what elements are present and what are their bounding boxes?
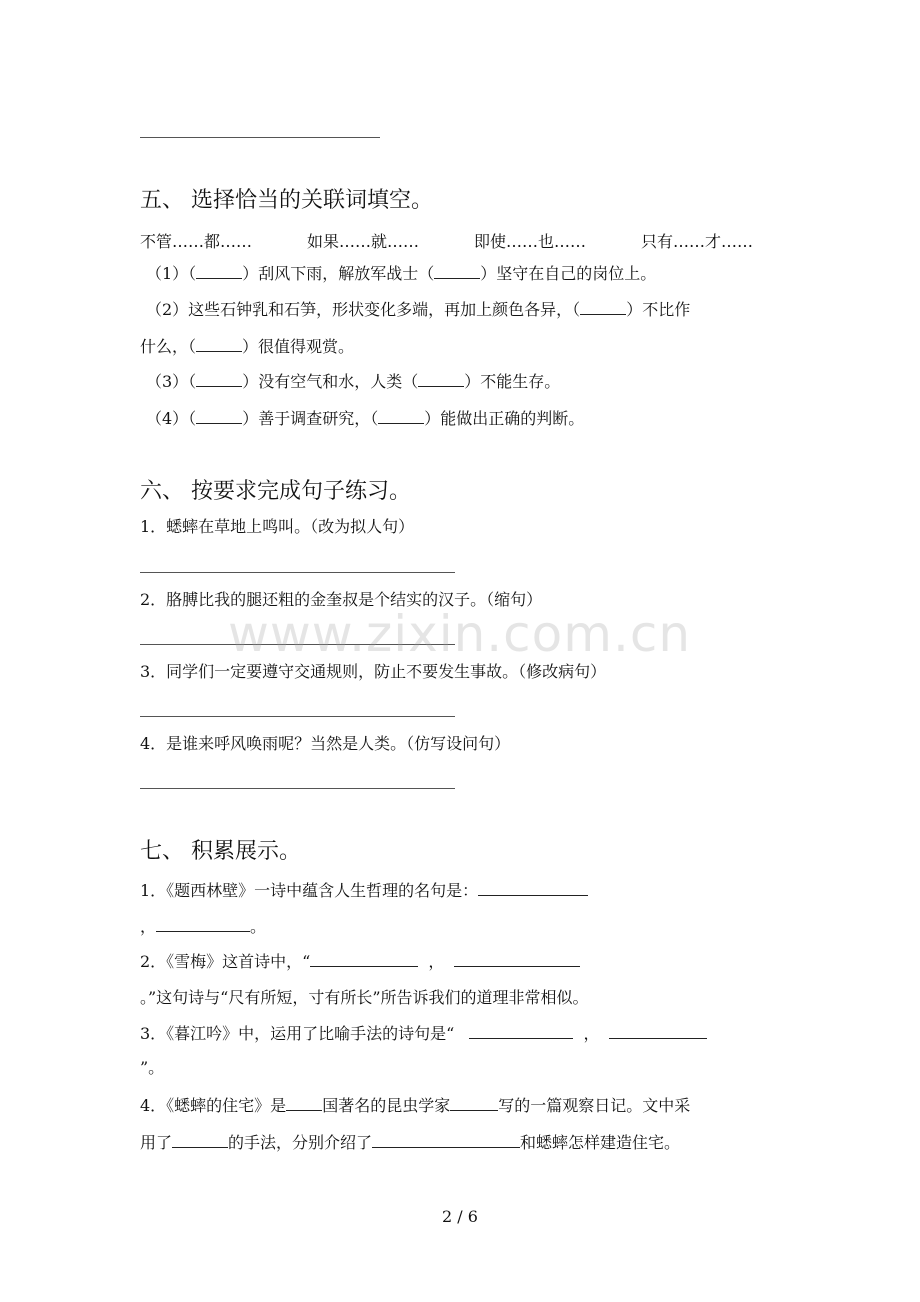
- s7-q4-text-b: 国著名的昆虫学家: [322, 1096, 451, 1115]
- s7-q4-blank-method[interactable]: [172, 1133, 228, 1148]
- connective-option-4: 只有……才……: [641, 232, 754, 251]
- s7-q1-text-b: ，: [140, 917, 157, 936]
- s7-q3-text-b: ，: [583, 1024, 600, 1043]
- s7-q3-blank-1[interactable]: [469, 1024, 573, 1039]
- s7-q1-text-a: 1．《题西林壁》一诗中蕴含人生哲理的名句是：: [140, 881, 479, 900]
- s5-q3-text-a: （3）（: [146, 372, 197, 391]
- page-number: 2 / 6: [442, 1207, 478, 1226]
- s5-q3-text-b: ）没有空气和水，人类（: [242, 372, 419, 391]
- s7-q3-text-c: ”。: [140, 1058, 165, 1077]
- s7-question-2-line-2: [140, 988, 589, 1008]
- top-answer-line: [140, 137, 380, 138]
- s6-item-3: 3．同学们一定要遵守交通规则，防止不要发生事故。（修改病句）: [140, 662, 607, 681]
- section-6-title: 六、 按要求完成句子练习。: [140, 479, 411, 504]
- s7-question-3-line-2: [140, 1058, 164, 1078]
- s7-q4-text-d: 用了: [140, 1133, 173, 1152]
- s5-q1-text-a: （1）（: [146, 264, 197, 283]
- s7-q4-blank-content[interactable]: [372, 1133, 520, 1148]
- s5-q2-text-a: （2）这些石钟乳和石笋，形状变化多端，再加上颜色各异，（: [146, 300, 581, 319]
- watermark: www.zixin.com.cn: [228, 605, 692, 663]
- s5-q4-text-b: ）善于调查研究，（: [242, 409, 379, 428]
- s5-q3-text-c: ）不能生存。: [464, 372, 561, 391]
- connective-option-3: 即使……也……: [474, 232, 587, 251]
- s7-q4-text-a: 4．《蟋蟀的住宅》是: [140, 1096, 287, 1115]
- s5-q4-blank-2[interactable]: [378, 409, 424, 424]
- s5-q1-blank-1[interactable]: [196, 264, 242, 279]
- s6-answer-line-3[interactable]: [140, 716, 455, 717]
- s7-question-4-line-1: [140, 1096, 690, 1116]
- s7-q2-text-a: 2．《雪梅》这首诗中，“: [140, 952, 311, 971]
- section-5-title: 五、 选择恰当的关联词填空。: [140, 188, 433, 213]
- s6-item-2: 2．胳膊比我的腿还粗的金奎叔是个结实的汉子。（缩句）: [140, 590, 543, 609]
- s5-q2-blank-1[interactable]: [580, 300, 626, 315]
- s6-item-1: 1．蟋蟀在草地上鸣叫。（改为拟人句）: [140, 517, 415, 536]
- s5-q2-text-c: 什么，（: [140, 337, 197, 356]
- s5-q1-text-b: ）刮风下雨，解放军战士（: [242, 264, 435, 283]
- s7-q1-text-c: 。: [250, 917, 267, 936]
- s6-answer-line-1[interactable]: [140, 572, 455, 573]
- s5-q4-text-a: （4）（: [146, 409, 197, 428]
- s7-q2-text-c: 。”这句诗与“尺有所短，寸有所长”所告诉我们的道理非常相似。: [140, 988, 589, 1007]
- s7-question-2-line-1: [140, 952, 580, 972]
- s5-question-1: [146, 264, 656, 284]
- s5-question-3: [146, 372, 560, 392]
- s7-q2-blank-1[interactable]: [310, 952, 418, 967]
- s7-q4-text-e: 的手法，分别介绍了: [228, 1133, 373, 1152]
- s5-question-2-line-1: [146, 300, 690, 320]
- s7-q2-blank-2[interactable]: [454, 952, 580, 967]
- s5-q3-blank-1[interactable]: [196, 372, 242, 387]
- s6-answer-line-4[interactable]: [140, 788, 455, 789]
- s5-question-4: [146, 409, 584, 429]
- s7-q4-blank-author[interactable]: [450, 1096, 498, 1111]
- s5-q1-text-c: ）坚守在自己的岗位上。: [480, 264, 657, 283]
- s7-q3-text-a: 3．《暮江吟》中，运用了比喻手法的诗句是“: [140, 1024, 460, 1043]
- s7-q4-blank-country[interactable]: [286, 1096, 322, 1111]
- s5-q2-text-d: ）很值得观赏。: [242, 337, 355, 356]
- connective-option-2: 如果……就……: [307, 232, 420, 251]
- s5-q1-blank-2[interactable]: [434, 264, 480, 279]
- s5-question-2-line-2: [140, 337, 354, 357]
- s7-question-4-line-2: [140, 1133, 680, 1153]
- section-7-title: 七、 积累展示。: [140, 839, 301, 864]
- s7-question-3-line-1: [140, 1024, 707, 1044]
- s5-q4-text-c: ）能做出正确的判断。: [424, 409, 585, 428]
- s6-item-4: 4．是谁来呼风唤雨呢？当然是人类。（仿写设问句）: [140, 734, 511, 753]
- s7-q2-text-b: ，: [428, 952, 445, 971]
- s7-q3-blank-2[interactable]: [609, 1024, 707, 1039]
- s7-question-1-line-1: [140, 881, 588, 901]
- s7-q1-blank-2[interactable]: [156, 917, 250, 932]
- s5-q3-blank-2[interactable]: [418, 372, 464, 387]
- s7-q1-blank-1[interactable]: [478, 881, 588, 896]
- s7-q4-text-c: 写的一篇观察日记。文中采: [498, 1096, 691, 1115]
- s5-q4-blank-1[interactable]: [196, 409, 242, 424]
- s5-q2-blank-2[interactable]: [196, 337, 242, 352]
- s7-q4-text-f: 和蟋蟀怎样建造住宅。: [520, 1133, 681, 1152]
- connective-option-1: 不管……都……: [140, 232, 253, 251]
- s5-q2-text-b: ）不比作: [626, 300, 691, 319]
- s7-question-1-line-2: [140, 917, 266, 937]
